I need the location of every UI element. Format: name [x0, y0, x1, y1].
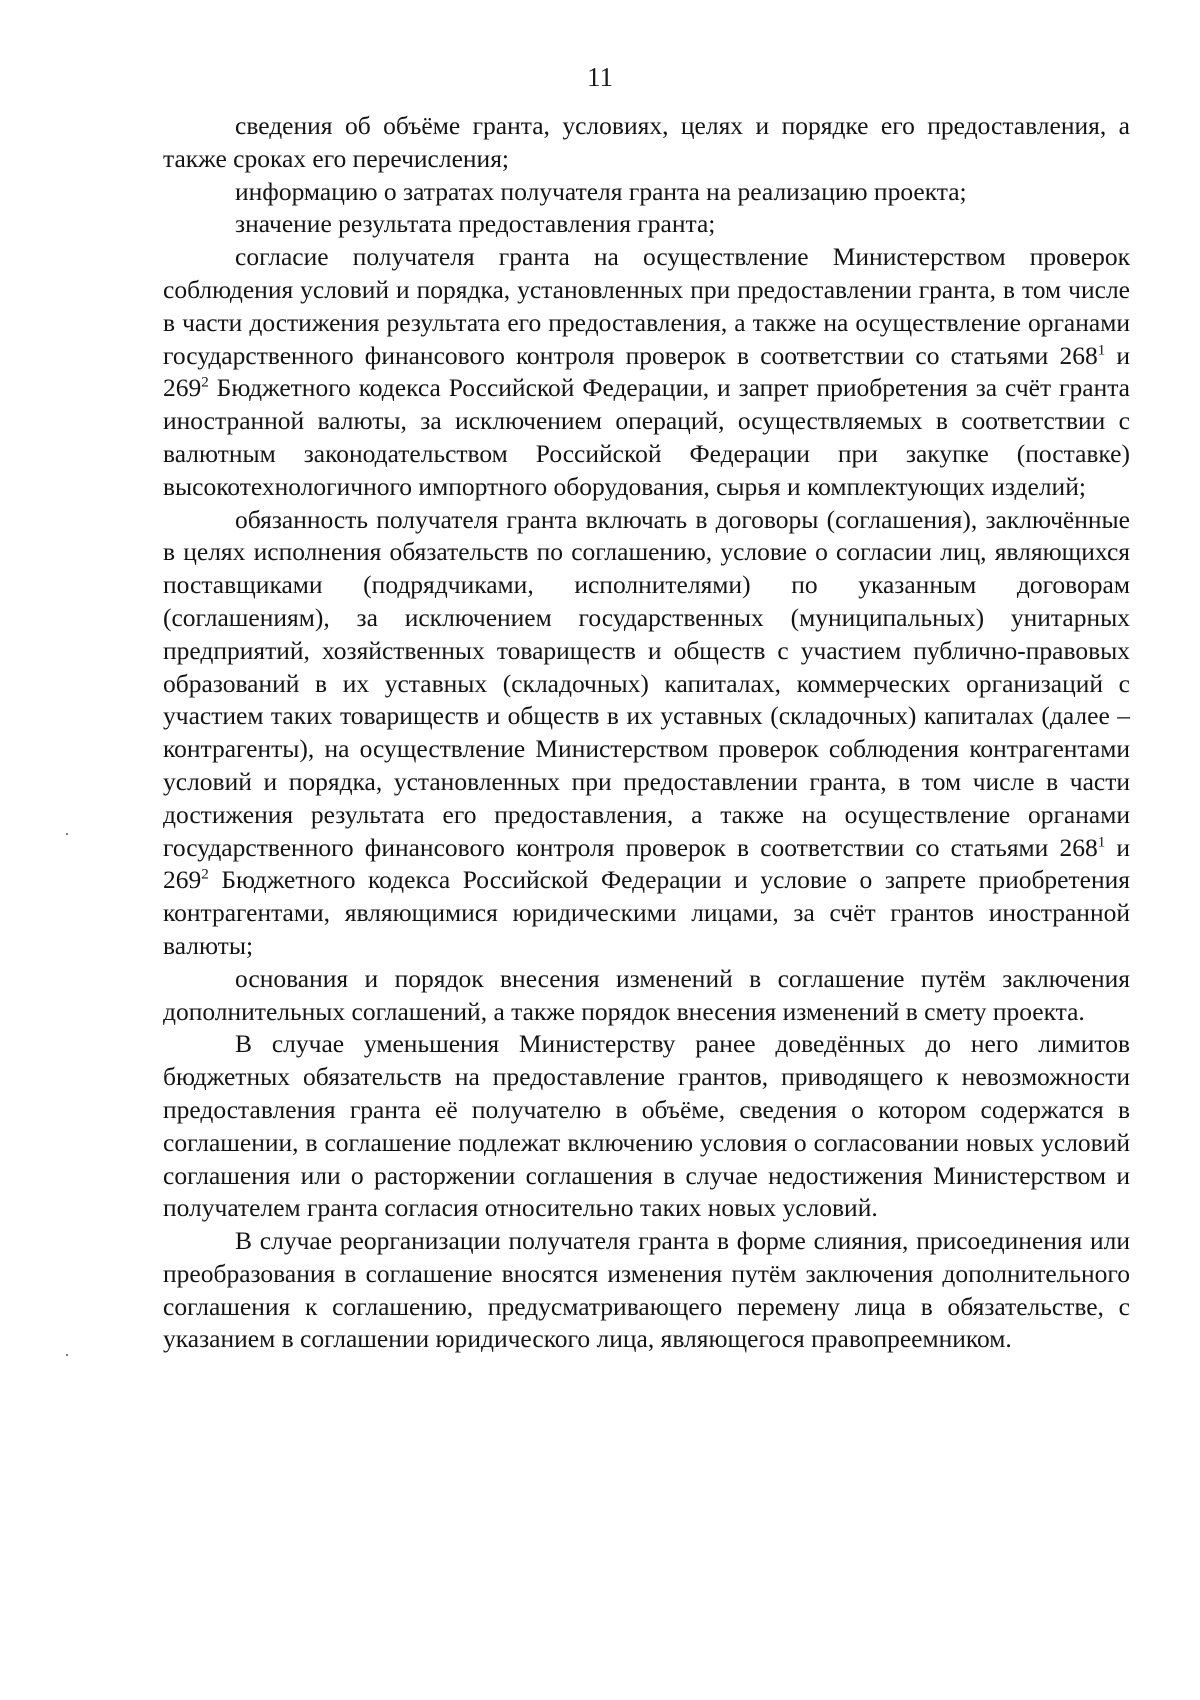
- paragraph: [163, 963, 1130, 1029]
- paragraph-text: В случае уменьшения Министерству ранее доведённых до него лимитов бюджетных обязательств на предоставление грантов, приводящего к невозможности предоставления гранта её получателю в объёме, сведения о котором содержатся в соглашении, в соглашение подлежат включению условия о согласовании новых условий соглашения или о расторжении соглашения в случае недостижения Министерством и получателем гранта согласия относительно таких новых условий.: [163, 1029, 1130, 1223]
- paragraph: [163, 504, 1130, 963]
- paragraph-text: согласие получателя гранта на осуществление Министерством проверок соблюдения условий и порядка, установленных при предоставлении гранта, в том числе в части достижения результата его предоставления, а также на осуществление органами государственного финансового контроля проверок в соответствии со статьями 268: [163, 242, 1130, 370]
- scan-speck: [66, 1354, 68, 1356]
- footnote-superscript: 2: [201, 374, 209, 391]
- page-number: 11: [587, 62, 613, 92]
- footnote-superscript: 1: [1097, 342, 1106, 359]
- paragraph: [163, 110, 1130, 176]
- paragraph-text: информацию о затратах получателя гранта на реализацию проекта;: [235, 176, 967, 206]
- paragraph-text: и 269: [163, 340, 1130, 403]
- footnote-superscript: 1: [1097, 834, 1106, 851]
- paragraph-text: сведения об объёме гранта, условиях, целях и порядке его предоставления, а также сроках его перечисления;: [163, 111, 1130, 173]
- paragraph-text: В случае реорганизации получателя гранта в форме слияния, присоединения или преобразования в соглашение вносятся изменения путём заключения дополнительного соглашения к соглашению, предусматривающего перемену лица в обязательстве, с указанием в соглашении юридического лица, являющегося правопреемником.: [163, 1226, 1130, 1354]
- paragraph: [163, 1028, 1130, 1225]
- paragraph-text: обязанность получателя гранта включать в договоры (соглашения), заключённые в целях исполнения обязательств по соглашению, условие о согласии лиц, являющихся поставщиками (подрядчиками, исполнителями) по указанным договорам (соглашениям), за исключением государственных (муниципальных) унитарных предприятий, хозяйственных товариществ и обществ с участием публично-правовых образований в их уставных (складочных) капиталах, коммерческих организаций с участием таких товариществ и обществ в их уставных (складочных) капиталах (далее – контрагенты), на осуществление Министерством проверок соблюдения контрагентами условий и порядка, установленных при предоставлении гранта, в том числе в части достижения результата его предоставления, а также на осуществление органами государственного финансового контроля проверок в соответствии со статьями 268: [163, 504, 1130, 862]
- paragraph: [163, 241, 1130, 503]
- footnote-superscript: 2: [201, 866, 209, 883]
- paragraph-text: основания и порядок внесения изменений в соглашение путём заключения дополнительных соглашений, а также порядок внесения изменений в смету проекта.: [163, 963, 1130, 1026]
- paragraph-text: значение результата предоставления гранта;: [235, 209, 716, 239]
- paragraph-text: и 269: [163, 832, 1130, 895]
- scan-speck: [66, 833, 68, 835]
- document-body: [163, 110, 1130, 1356]
- paragraph: [163, 176, 1130, 209]
- paragraph: [163, 208, 1130, 241]
- paragraph-text: Бюджетного кодекса Российской Федерации, и запрет приобретения за счёт гранта иностранной валюты, за исключением операций, осуществляемых в соответствии с валютным законодательством Российской Федерации при закупке (поставке) высокотехнологичного импортного оборудования, сырья и комплектующих изделий;: [163, 373, 1130, 501]
- paragraph: [163, 1225, 1130, 1356]
- paragraph-text: Бюджетного кодекса Российской Федерации и условие о запрете приобретения контрагентами, являющимися юридическими лицами, за счёт грантов иностранной валюты;: [163, 865, 1130, 960]
